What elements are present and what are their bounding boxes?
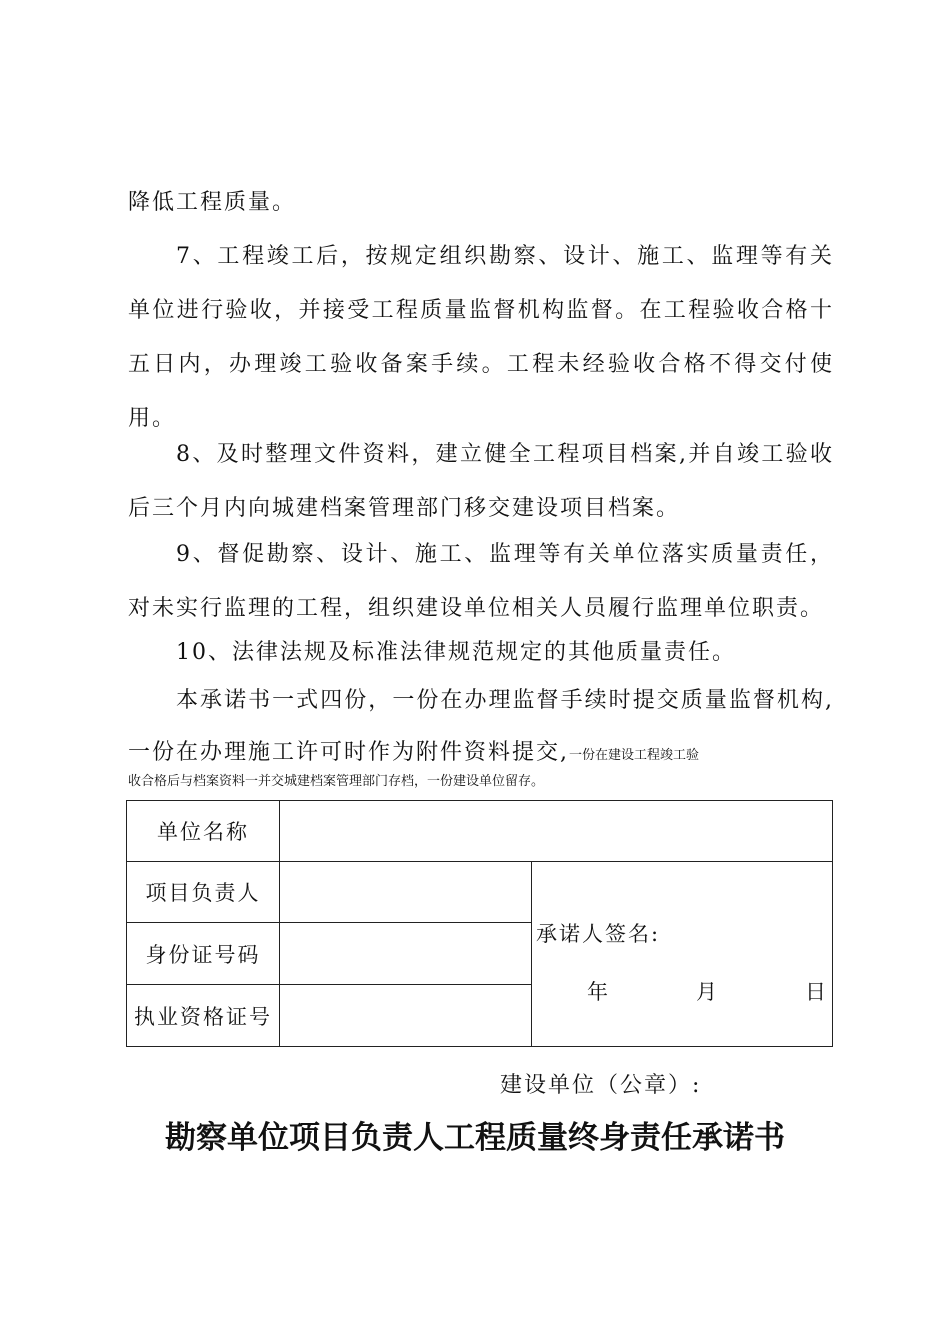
table-row: [127, 801, 833, 862]
unit-name-field[interactable]: [280, 801, 833, 862]
paragraph-item-9: 9、督促勘察、设计、施工、监理等有关单位落实质量责任，对未实行监理的工程，组织建设单位相关人员履行监理单位职责。: [128, 542, 834, 621]
paragraph-copies-note: [128, 675, 834, 792]
unit-name-label: 单位名称: [127, 801, 280, 862]
company-seal-label: 建设单位（公章）:: [500, 1073, 702, 1098]
paragraph-item-8: 8、及时整理文件资料，建立健全工程项目档案,并自竣工验收后三个月内向城建档案管理部门移交建设项目档案。: [128, 442, 834, 521]
responsibility-table: [126, 800, 833, 1047]
project-lead-label: 项目负责人: [127, 862, 280, 923]
table-row: [127, 862, 833, 923]
signature-cell[interactable]: [532, 862, 833, 1047]
project-lead-field[interactable]: [280, 862, 532, 923]
paragraph-continuation: 降低工程质量。: [128, 190, 297, 215]
signature-date: 年 月 日: [586, 980, 828, 1004]
paragraph-item-7: 7、工程竣工后，按规定组织勘察、设计、施工、监理等有关单位进行验收，并接受工程质量监督机构监督。在工程验收合格十五日内，办理竣工验收备案手续。工程未经验收合格不得交付使用。: [128, 244, 834, 431]
signature-label: 承诺人签名:: [536, 922, 661, 946]
license-number-field[interactable]: [280, 985, 532, 1047]
paragraph-item-10: 10、法律法规及标准法律规范规定的其他质量责任。: [176, 640, 736, 665]
section-heading: 勘察单位项目负责人工程质量终身责任承诺书: [165, 1120, 785, 1156]
copies-note-small-a: 一份在建设工程竣工验: [569, 748, 700, 763]
id-number-label: 身份证号码: [127, 923, 280, 985]
license-number-label: 执业资格证号: [127, 985, 280, 1047]
id-number-field[interactable]: [280, 923, 532, 985]
copies-note-main: 本承诺书一式四份，一份在办理监督手续时提交质量监督机构,一份在办理施工许可时作为附件资料提交,: [128, 688, 834, 765]
copies-note-small-b: 收合格后与档案资料一并交城建档案管理部门存档，一份建设单位留存。: [128, 774, 545, 789]
